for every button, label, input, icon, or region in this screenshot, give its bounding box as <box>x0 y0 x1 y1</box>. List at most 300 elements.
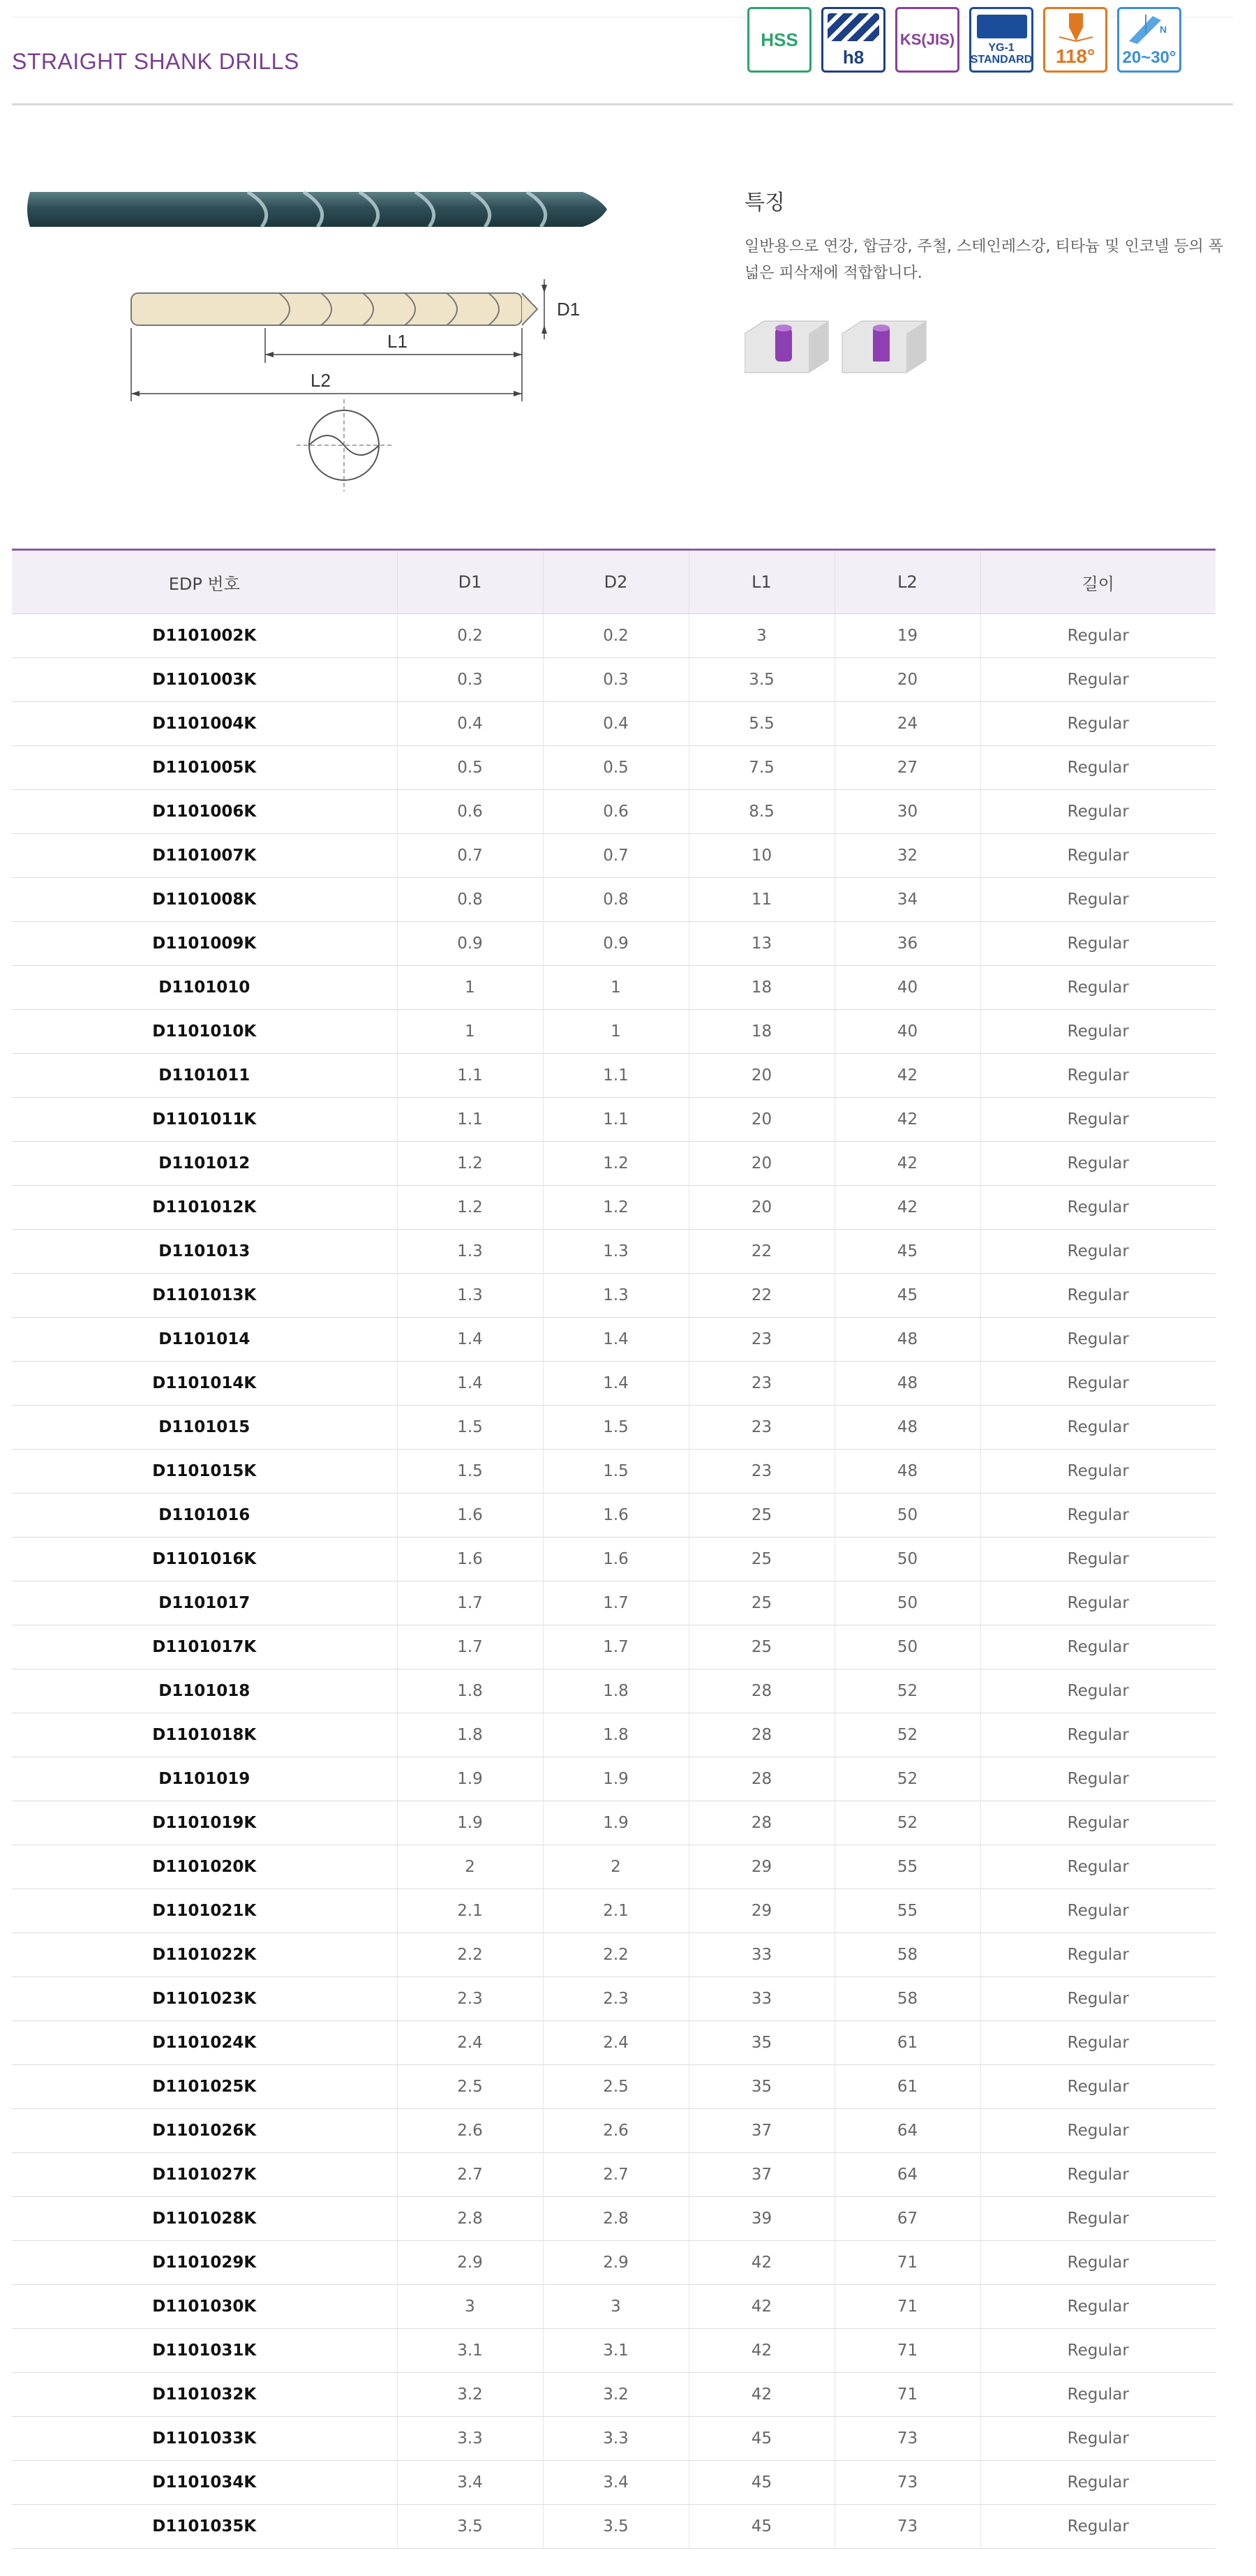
l2-cell: 48 <box>835 1450 980 1494</box>
l1-cell: 18 <box>689 966 835 1010</box>
edp-number-cell: D1101022K <box>12 1933 397 1977</box>
table-row <box>12 1450 1216 1494</box>
d2-cell: 0.4 <box>543 702 689 746</box>
l2-cell: 73 <box>835 2417 980 2461</box>
l1-cell: 42 <box>689 2241 835 2285</box>
l2-cell: 48 <box>835 1318 980 1362</box>
edp-number-cell: D1101030K <box>12 2285 397 2329</box>
edp-number-cell: D1101019K <box>12 1801 397 1845</box>
l2-cell: 58 <box>835 1933 980 1977</box>
d2-cell: 1.3 <box>543 1274 689 1318</box>
table-row <box>12 790 1216 834</box>
l2-cell: 71 <box>835 2329 980 2373</box>
column-header: L1 <box>689 550 835 614</box>
edp-number-cell: D1101002K <box>12 614 397 658</box>
d2-cell: 1.6 <box>543 1494 689 1538</box>
l1-cell: 37 <box>689 2153 835 2197</box>
edp-number-cell: D1101014 <box>12 1318 397 1362</box>
d1-cell: 1.7 <box>397 1581 543 1625</box>
table-row <box>12 1362 1216 1406</box>
table-row <box>12 2461 1216 2505</box>
ks-jis-badge-icon <box>895 7 959 73</box>
d2-cell: 1.4 <box>543 1362 689 1406</box>
table-row <box>12 834 1216 878</box>
l1-cell: 35 <box>689 2065 835 2109</box>
edp-number-cell: D1101010K <box>12 1010 397 1054</box>
length-cell: Regular <box>980 1977 1216 2021</box>
column-header: D1 <box>397 550 543 614</box>
length-cell: Regular <box>980 1889 1216 1933</box>
table-row <box>12 658 1216 702</box>
d2-cell: 3.2 <box>543 2373 689 2417</box>
l2-cell: 42 <box>835 1054 980 1098</box>
d2-cell: 1.7 <box>543 1625 689 1669</box>
d1-cell: 1 <box>397 1010 543 1054</box>
edp-number-cell: D1101009K <box>12 922 397 966</box>
length-cell: Regular <box>980 1538 1216 1581</box>
d1-cell: 1.7 <box>397 1625 543 1669</box>
l1-cell: 20 <box>689 1054 835 1098</box>
l2-cell: 61 <box>835 2021 980 2065</box>
l2-cell: 52 <box>835 1713 980 1757</box>
workpiece-block-icon <box>745 321 828 373</box>
d2-cell: 1 <box>543 966 689 1010</box>
d1-cell: 2.4 <box>397 2021 543 2065</box>
d1-cell: 1.8 <box>397 1669 543 1713</box>
length-cell: Regular <box>980 966 1216 1010</box>
l1-cell: 45 <box>689 2461 835 2505</box>
l1-cell: 25 <box>689 1538 835 1581</box>
l2-cell: 73 <box>835 2505 980 2549</box>
edp-number-cell: D1101017 <box>12 1581 397 1625</box>
length-cell: Regular <box>980 1933 1216 1977</box>
length-cell: Regular <box>980 922 1216 966</box>
d1-cell: 2.8 <box>397 2197 543 2241</box>
l2-cell: 64 <box>835 2153 980 2197</box>
d1-cell: 2 <box>397 1845 543 1889</box>
l1-cell: 29 <box>689 1889 835 1933</box>
l1-cell: 20 <box>689 1186 835 1230</box>
table-row <box>12 1406 1216 1450</box>
l2-cell: 58 <box>835 1977 980 2021</box>
d1-cell: 1.3 <box>397 1274 543 1318</box>
l2-cell: 61 <box>835 2065 980 2109</box>
table-row <box>12 2153 1216 2197</box>
d1-cell: 3.1 <box>397 2329 543 2373</box>
l2-cell: 50 <box>835 1494 980 1538</box>
badge-label: 20~30° <box>1122 48 1176 67</box>
edp-number-cell: D1101018 <box>12 1669 397 1713</box>
d2-cell: 2.1 <box>543 1889 689 1933</box>
length-cell: Regular <box>980 2241 1216 2285</box>
d2-cell: 0.8 <box>543 878 689 922</box>
svg-text:N: N <box>1160 24 1167 35</box>
l2-cell: 36 <box>835 922 980 966</box>
length-cell: Regular <box>980 2373 1216 2417</box>
l2-cell: 67 <box>835 2197 980 2241</box>
d1-cell: 1.5 <box>397 1450 543 1494</box>
badge-label: YG-1 STANDARD <box>970 42 1033 66</box>
h8-tolerance-icon <box>821 7 885 73</box>
d2-cell: 1.8 <box>543 1669 689 1713</box>
length-cell: Regular <box>980 878 1216 922</box>
table-row <box>12 1845 1216 1889</box>
d2-cell: 1.1 <box>543 1098 689 1142</box>
d1-cell: 2.7 <box>397 2153 543 2197</box>
d2-cell: 2.5 <box>543 2065 689 2109</box>
l2-cell: 48 <box>835 1362 980 1406</box>
length-cell: Regular <box>980 1274 1216 1318</box>
length-cell: Regular <box>980 614 1216 658</box>
table-row <box>12 614 1216 658</box>
length-cell: Regular <box>980 1406 1216 1450</box>
column-header: 길이 <box>980 550 1216 614</box>
d2-cell: 2.7 <box>543 2153 689 2197</box>
title-divider <box>12 103 1233 105</box>
edp-number-cell: D1101023K <box>12 1977 397 2021</box>
d2-cell: 1.4 <box>543 1318 689 1362</box>
edp-number-cell: D1101015K <box>12 1450 397 1494</box>
length-cell: Regular <box>980 1318 1216 1362</box>
length-cell: Regular <box>980 1010 1216 1054</box>
l1-cell: 25 <box>689 1494 835 1538</box>
l1-cell: 28 <box>689 1801 835 1845</box>
table-row <box>12 1977 1216 2021</box>
l1-cell: 35 <box>689 2021 835 2065</box>
l2-cell: 40 <box>835 1010 980 1054</box>
edp-number-cell: D1101020K <box>12 1845 397 1889</box>
l1-cell: 39 <box>689 2197 835 2241</box>
table-header-row <box>12 550 1216 614</box>
l1-cell: 37 <box>689 2109 835 2153</box>
l1-cell: 23 <box>689 1450 835 1494</box>
d2-cell: 1.2 <box>543 1142 689 1186</box>
d2-cell: 1.1 <box>543 1054 689 1098</box>
l2-cell: 42 <box>835 1186 980 1230</box>
d2-cell: 0.6 <box>543 790 689 834</box>
d2-cell: 1.6 <box>543 1538 689 1581</box>
edp-number-cell: D1101003K <box>12 658 397 702</box>
table-row <box>12 1186 1216 1230</box>
length-cell: Regular <box>980 658 1216 702</box>
length-cell: Regular <box>980 1757 1216 1801</box>
length-cell: Regular <box>980 1581 1216 1625</box>
length-cell: Regular <box>980 1186 1216 1230</box>
l1-cell: 3 <box>689 614 835 658</box>
length-cell: Regular <box>980 1054 1216 1098</box>
badge-label: KS(JIS) <box>899 31 955 48</box>
table-row <box>12 2505 1216 2549</box>
l2-cell: 55 <box>835 1845 980 1889</box>
edp-number-cell: D1101021K <box>12 1889 397 1933</box>
edp-number-cell: D1101033K <box>12 2417 397 2461</box>
edp-number-cell: D1101032K <box>12 2373 397 2417</box>
column-header: L2 <box>835 550 980 614</box>
table-body <box>12 614 1216 2549</box>
length-cell: Regular <box>980 746 1216 790</box>
standard-block-icon <box>977 15 1027 38</box>
d1-cell: 0.5 <box>397 746 543 790</box>
d1-cell: 1.4 <box>397 1318 543 1362</box>
length-cell: Regular <box>980 2153 1216 2197</box>
length-cell: Regular <box>980 1625 1216 1669</box>
l2-cell: 20 <box>835 658 980 702</box>
d1-cell: 1.2 <box>397 1142 543 1186</box>
badge-label: h8 <box>842 47 865 68</box>
d2-cell: 1.9 <box>543 1801 689 1845</box>
table-row <box>12 2109 1216 2153</box>
l1-cell: 23 <box>689 1406 835 1450</box>
l1-cell: 23 <box>689 1362 835 1406</box>
l2-cell: 64 <box>835 2109 980 2153</box>
l1-cell: 28 <box>689 1669 835 1713</box>
d2-cell: 0.2 <box>543 614 689 658</box>
l1-cell: 20 <box>689 1142 835 1186</box>
edp-number-cell: D1101011 <box>12 1054 397 1098</box>
l2-cell: 42 <box>835 1142 980 1186</box>
d2-cell: 0.5 <box>543 746 689 790</box>
d1-cell: 2.5 <box>397 2065 543 2109</box>
d1-cell: 2.1 <box>397 1889 543 1933</box>
edp-number-cell: D1101015 <box>12 1406 397 1450</box>
length-cell: Regular <box>980 2021 1216 2065</box>
l2-cell: 32 <box>835 834 980 878</box>
l1-cell: 42 <box>689 2329 835 2373</box>
drill-dimension-diagram <box>119 265 635 496</box>
d1-cell: 1.6 <box>397 1494 543 1538</box>
helix-angle-icon <box>1117 7 1181 73</box>
table-row <box>12 1230 1216 1274</box>
edp-number-cell: D1101016 <box>12 1494 397 1538</box>
d1-cell: 0.2 <box>397 614 543 658</box>
edp-number-cell: D1101027K <box>12 2153 397 2197</box>
d1-cell: 1.6 <box>397 1538 543 1581</box>
drill-point-icon <box>1055 13 1097 44</box>
length-cell: Regular <box>980 790 1216 834</box>
table-row <box>12 1625 1216 1669</box>
l2-cell: 52 <box>835 1801 980 1845</box>
edp-number-cell: D1101010 <box>12 966 397 1010</box>
edp-number-cell: D1101013K <box>12 1274 397 1318</box>
l1-cell: 11 <box>689 878 835 922</box>
d2-cell: 0.7 <box>543 834 689 878</box>
edp-number-cell: D1101026K <box>12 2109 397 2153</box>
l1-cell: 18 <box>689 1010 835 1054</box>
d2-cell: 0.3 <box>543 658 689 702</box>
d1-cell: 2.2 <box>397 1933 543 1977</box>
table-row <box>12 1713 1216 1757</box>
table-row <box>12 2065 1216 2109</box>
table-row <box>12 2285 1216 2329</box>
table-row <box>12 1274 1216 1318</box>
length-cell: Regular <box>980 1801 1216 1845</box>
l2-cell: 19 <box>835 614 980 658</box>
l1-cell: 28 <box>689 1713 835 1757</box>
table-row <box>12 1801 1216 1845</box>
edp-number-cell: D1101018K <box>12 1713 397 1757</box>
d1-cell: 3.3 <box>397 2417 543 2461</box>
d1-cell: 1 <box>397 966 543 1010</box>
edp-number-cell: D1101031K <box>12 2329 397 2373</box>
d1-cell: 0.9 <box>397 922 543 966</box>
length-cell: Regular <box>980 2329 1216 2373</box>
l1-cell: 45 <box>689 2505 835 2549</box>
d2-cell: 1.5 <box>543 1450 689 1494</box>
table-row <box>12 2241 1216 2285</box>
edp-number-cell: D1101029K <box>12 2241 397 2285</box>
length-cell: Regular <box>980 2065 1216 2109</box>
length-cell: Regular <box>980 834 1216 878</box>
table-row <box>12 878 1216 922</box>
table-row <box>12 1318 1216 1362</box>
d2-cell: 1.9 <box>543 1757 689 1801</box>
table-row <box>12 1581 1216 1625</box>
table-row <box>12 1142 1216 1186</box>
column-header: EDP 번호 <box>12 550 397 614</box>
l1-cell: 33 <box>689 1977 835 2021</box>
d1-cell: 1.3 <box>397 1230 543 1274</box>
edp-number-cell: D1101013 <box>12 1230 397 1274</box>
l2-cell: 52 <box>835 1669 980 1713</box>
edp-number-cell: D1101016K <box>12 1538 397 1581</box>
length-cell: Regular <box>980 1142 1216 1186</box>
l1-cell: 3.5 <box>689 658 835 702</box>
d2-cell: 2.4 <box>543 2021 689 2065</box>
l1-cell: 42 <box>689 2373 835 2417</box>
table-row <box>12 702 1216 746</box>
table-row <box>12 1098 1216 1142</box>
badge-label: HSS <box>761 29 798 50</box>
l2-cell: 71 <box>835 2373 980 2417</box>
d1-cell: 1.2 <box>397 1186 543 1230</box>
d2-cell: 2 <box>543 1845 689 1889</box>
flute-stripe-icon <box>828 13 879 41</box>
length-cell: Regular <box>980 1494 1216 1538</box>
d2-cell: 3.5 <box>543 2505 689 2549</box>
d1-cell: 2.6 <box>397 2109 543 2153</box>
l1-dimension-label: L1 <box>387 331 408 352</box>
d1-cell: 2.3 <box>397 1977 543 2021</box>
point-angle-icon <box>1043 7 1107 73</box>
features-description: 일반용으로 연강, 합금강, 주철, 스테인레스강, 티타늄 및 인코넬 등의 폭넓은 피삭재에 적합합니다. <box>745 238 1223 282</box>
length-cell: Regular <box>980 2197 1216 2241</box>
d2-cell: 2.6 <box>543 2109 689 2153</box>
l1-cell: 28 <box>689 1757 835 1801</box>
helix-drill-icon <box>1125 13 1174 44</box>
badge-label: 118° <box>1055 45 1096 67</box>
d1-cell: 1.1 <box>397 1098 543 1142</box>
l1-cell: 22 <box>689 1274 835 1318</box>
d1-cell: 0.7 <box>397 834 543 878</box>
l2-cell: 34 <box>835 878 980 922</box>
d2-cell: 0.9 <box>543 922 689 966</box>
d1-cell: 3 <box>397 2285 543 2329</box>
l2-cell: 73 <box>835 2461 980 2505</box>
d2-cell: 1 <box>543 1010 689 1054</box>
d1-cell: 1.9 <box>397 1801 543 1845</box>
table-row <box>12 922 1216 966</box>
d1-dimension-label: D1 <box>557 299 581 320</box>
l2-cell: 30 <box>835 790 980 834</box>
length-cell: Regular <box>980 2417 1216 2461</box>
d2-cell: 1.8 <box>543 1713 689 1757</box>
length-cell: Regular <box>980 1362 1216 1406</box>
workpiece-block-icon <box>842 321 926 373</box>
table-row <box>12 2417 1216 2461</box>
length-cell: Regular <box>980 2461 1216 2505</box>
l2-cell: 52 <box>835 1757 980 1801</box>
l1-cell: 13 <box>689 922 835 966</box>
table-row <box>12 1010 1216 1054</box>
l1-cell: 29 <box>689 1845 835 1889</box>
l1-cell: 42 <box>689 2285 835 2329</box>
d1-cell: 0.6 <box>397 790 543 834</box>
l2-cell: 50 <box>835 1625 980 1669</box>
table-row <box>12 1757 1216 1801</box>
length-cell: Regular <box>980 2505 1216 2549</box>
d1-cell: 0.8 <box>397 878 543 922</box>
edp-number-cell: D1101008K <box>12 878 397 922</box>
spec-table <box>12 549 1216 2549</box>
l2-cell: 71 <box>835 2285 980 2329</box>
d1-cell: 2.9 <box>397 2241 543 2285</box>
l1-cell: 25 <box>689 1581 835 1625</box>
d1-cell: 3.4 <box>397 2461 543 2505</box>
l2-cell: 27 <box>835 746 980 790</box>
d2-cell: 1.2 <box>543 1186 689 1230</box>
l2-cell: 24 <box>835 702 980 746</box>
edp-number-cell: D1101034K <box>12 2461 397 2505</box>
length-cell: Regular <box>980 1713 1216 1757</box>
l2-cell: 45 <box>835 1274 980 1318</box>
d1-cell: 1.4 <box>397 1362 543 1406</box>
edp-number-cell: D1101028K <box>12 2197 397 2241</box>
l2-cell: 50 <box>835 1538 980 1581</box>
workpiece-material-icons <box>745 313 933 375</box>
d2-cell: 1.7 <box>543 1581 689 1625</box>
edp-number-cell: D1101005K <box>12 746 397 790</box>
l2-cell: 50 <box>835 1581 980 1625</box>
d2-cell: 2.9 <box>543 2241 689 2285</box>
l2-cell: 42 <box>835 1098 980 1142</box>
table-row <box>12 1933 1216 1977</box>
d1-cell: 3.5 <box>397 2505 543 2549</box>
table-row <box>12 2329 1216 2373</box>
l2-cell: 71 <box>835 2241 980 2285</box>
length-cell: Regular <box>980 702 1216 746</box>
l1-cell: 20 <box>689 1098 835 1142</box>
length-cell: Regular <box>980 1669 1216 1713</box>
features-heading: 특징 <box>745 191 785 215</box>
d1-cell: 0.3 <box>397 658 543 702</box>
d1-cell: 0.4 <box>397 702 543 746</box>
drill-photo-image <box>24 185 611 234</box>
length-cell: Regular <box>980 1845 1216 1889</box>
l2-cell: 55 <box>835 1889 980 1933</box>
d1-cell: 1.1 <box>397 1054 543 1098</box>
l1-cell: 5.5 <box>689 702 835 746</box>
edp-number-cell: D1101019 <box>12 1757 397 1801</box>
table-row <box>12 1669 1216 1713</box>
edp-number-cell: D1101007K <box>12 834 397 878</box>
l1-cell: 33 <box>689 1933 835 1977</box>
l2-cell: 48 <box>835 1406 980 1450</box>
table-row <box>12 1889 1216 1933</box>
edp-number-cell: D1101012K <box>12 1186 397 1230</box>
d2-cell: 3.1 <box>543 2329 689 2373</box>
edp-number-cell: D1101025K <box>12 2065 397 2109</box>
table-row <box>12 1054 1216 1098</box>
